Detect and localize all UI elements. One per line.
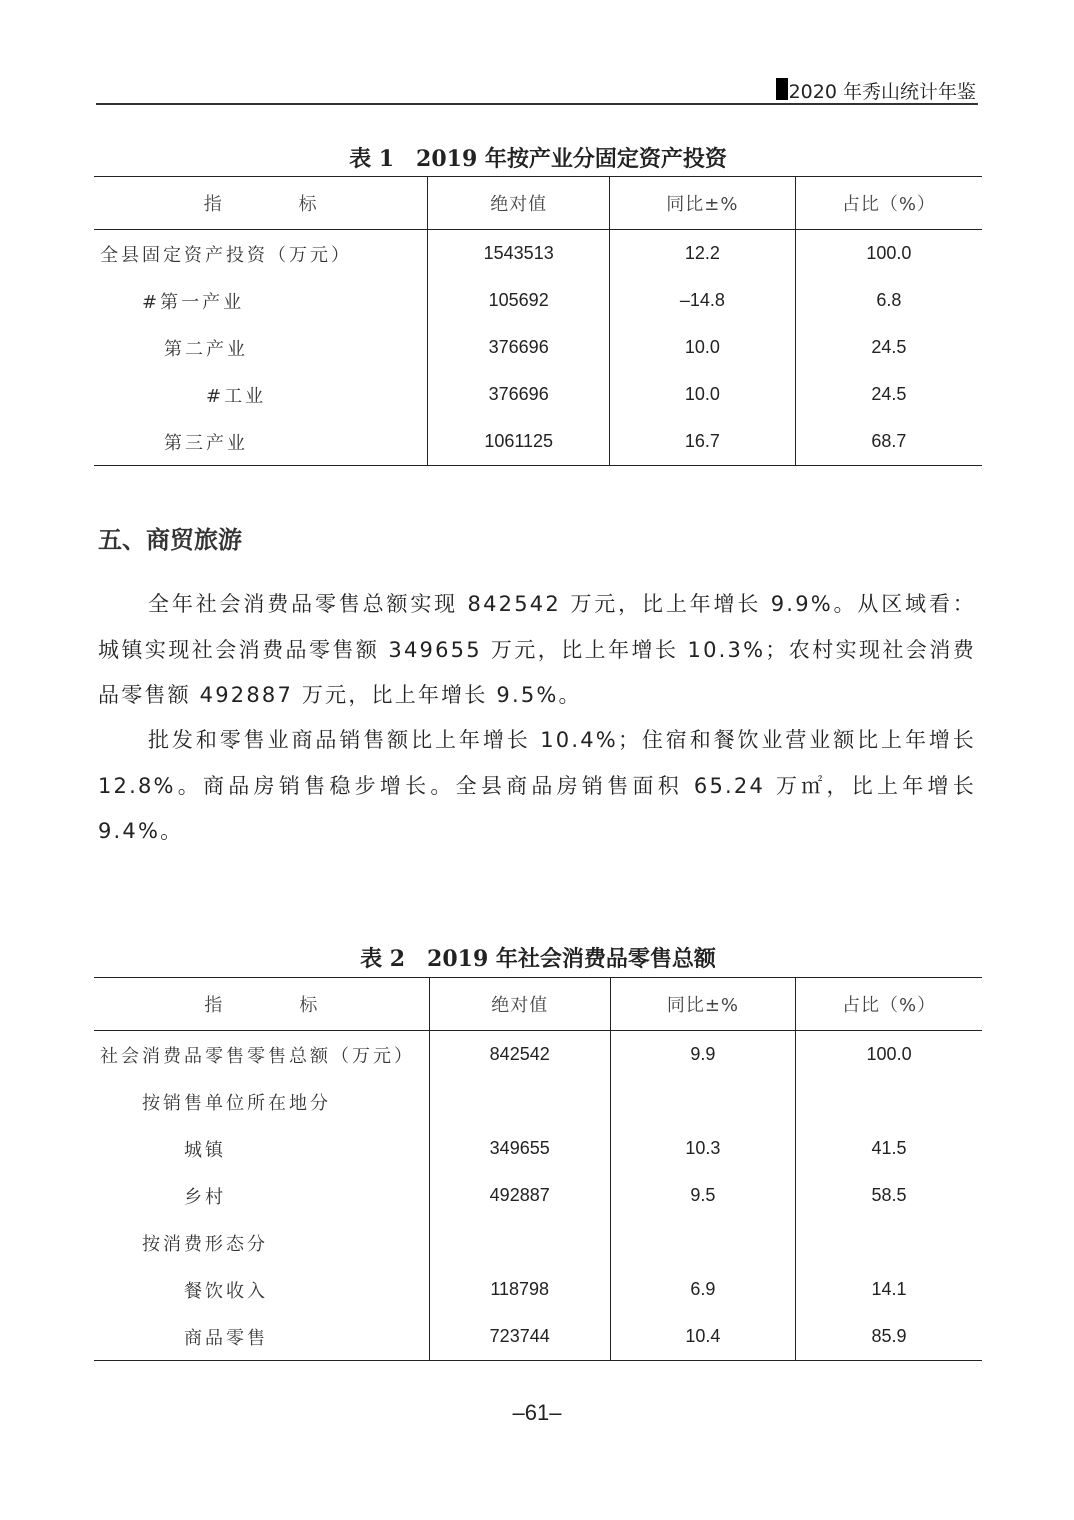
cell-share: 68.7 [795, 418, 982, 466]
col-header-share: 占比（%） [795, 177, 982, 230]
section-heading: 五、商贸旅游 [98, 526, 242, 554]
row-label: 全县固定资产投资（万元） [100, 244, 352, 266]
table-row [94, 418, 982, 466]
table1-header-row [94, 177, 982, 230]
cell-share: 6.8 [795, 277, 982, 324]
cell-yoy [610, 1078, 795, 1125]
cell-value: 842542 [429, 1031, 610, 1079]
table2-caption: 表 2 2019 年社会消费品零售总额 [360, 946, 716, 972]
cell-share: 41.5 [796, 1125, 982, 1172]
cell-share: 85.9 [796, 1313, 982, 1361]
cell-value: 1061125 [428, 418, 610, 466]
cell-value: 118798 [429, 1266, 610, 1313]
row-label: #工业 [206, 385, 267, 407]
cell-share: 100.0 [796, 1031, 982, 1079]
col-header-yoy: 同比±% [610, 978, 795, 1031]
cell-share: 58.5 [796, 1172, 982, 1219]
cell-value: 105692 [428, 277, 610, 324]
table-row [94, 1125, 982, 1172]
cell-value: 492887 [429, 1172, 610, 1219]
col-header-indicator: 指 标 [204, 995, 319, 1016]
cell-value: 349655 [429, 1125, 610, 1172]
cell-share [796, 1219, 982, 1266]
table-row [94, 1031, 982, 1079]
col-header-absolute: 绝对值 [429, 978, 610, 1031]
header-marker-block [776, 78, 788, 100]
row-label: 城镇 [184, 1139, 226, 1161]
cell-value: 1543513 [428, 230, 610, 278]
table-row [94, 230, 982, 278]
cell-share: 100.0 [795, 230, 982, 278]
table2-header-row [94, 978, 982, 1031]
paragraph-retail: 全年社会消费品零售总额实现 842542 万元，比上年增长 9.9%。从区域看：城镇实现社会消费品零售额 349655 万元，比上年增长 10.3%；农村实现社会消费品零售额 492887 万元，比上年增长 9.5%。 [98, 592, 976, 707]
row-label: 第二产业 [164, 338, 248, 360]
row-label: 商品零售 [184, 1327, 268, 1349]
table1-caption: 表 1 2019 年按产业分固定资产投资 [349, 146, 727, 172]
row-label: #第一产业 [142, 291, 245, 313]
running-header [96, 76, 978, 105]
table2 [94, 977, 982, 1361]
cell-value: 376696 [428, 324, 610, 371]
row-label: 餐饮收入 [184, 1280, 268, 1302]
cell-yoy: –14.8 [610, 277, 796, 324]
cell-share: 24.5 [795, 324, 982, 371]
cell-share: 14.1 [796, 1266, 982, 1313]
cell-share [796, 1078, 982, 1125]
row-label: 第三产业 [164, 432, 248, 454]
col-header-yoy: 同比±% [610, 177, 796, 230]
page-number: –61– [512, 1400, 562, 1425]
cell-value [429, 1078, 610, 1125]
cell-share: 24.5 [795, 371, 982, 418]
cell-yoy: 12.2 [610, 230, 796, 278]
cell-yoy: 10.4 [610, 1313, 795, 1361]
col-header-absolute: 绝对值 [428, 177, 610, 230]
row-label: 按消费形态分 [142, 1233, 268, 1255]
cell-value: 376696 [428, 371, 610, 418]
table-row [94, 1172, 982, 1219]
table-row [94, 1266, 982, 1313]
col-header-indicator: 指 标 [203, 194, 318, 215]
header-title: 2020 年秀山统计年鉴 [788, 81, 976, 103]
cell-yoy: 10.0 [610, 371, 796, 418]
cell-yoy: 10.0 [610, 324, 796, 371]
row-label: 按销售单位所在地分 [142, 1092, 331, 1114]
table-row [94, 277, 982, 324]
cell-value [429, 1219, 610, 1266]
paragraph-wholesale: 批发和零售业商品销售额比上年增长 10.4%；住宿和餐饮业营业额比上年增长 12.8%。商品房销售稳步增长。全县商品房销售面积 65.24 万㎡，比上年增长 9.4%。 [98, 728, 976, 843]
table1 [94, 176, 982, 466]
cell-yoy: 9.9 [610, 1031, 795, 1079]
row-label: 乡村 [184, 1186, 226, 1208]
col-header-share: 占比（%） [796, 978, 982, 1031]
cell-yoy: 6.9 [610, 1266, 795, 1313]
cell-yoy [610, 1219, 795, 1266]
table-row [94, 1078, 982, 1125]
table-row [94, 1313, 982, 1361]
cell-yoy: 10.3 [610, 1125, 795, 1172]
cell-yoy: 9.5 [610, 1172, 795, 1219]
cell-value: 723744 [429, 1313, 610, 1361]
cell-yoy: 16.7 [610, 418, 796, 466]
row-label: 社会消费品零售零售总额（万元） [100, 1045, 415, 1067]
table-row [94, 1219, 982, 1266]
table-row [94, 324, 982, 371]
table-row [94, 371, 982, 418]
